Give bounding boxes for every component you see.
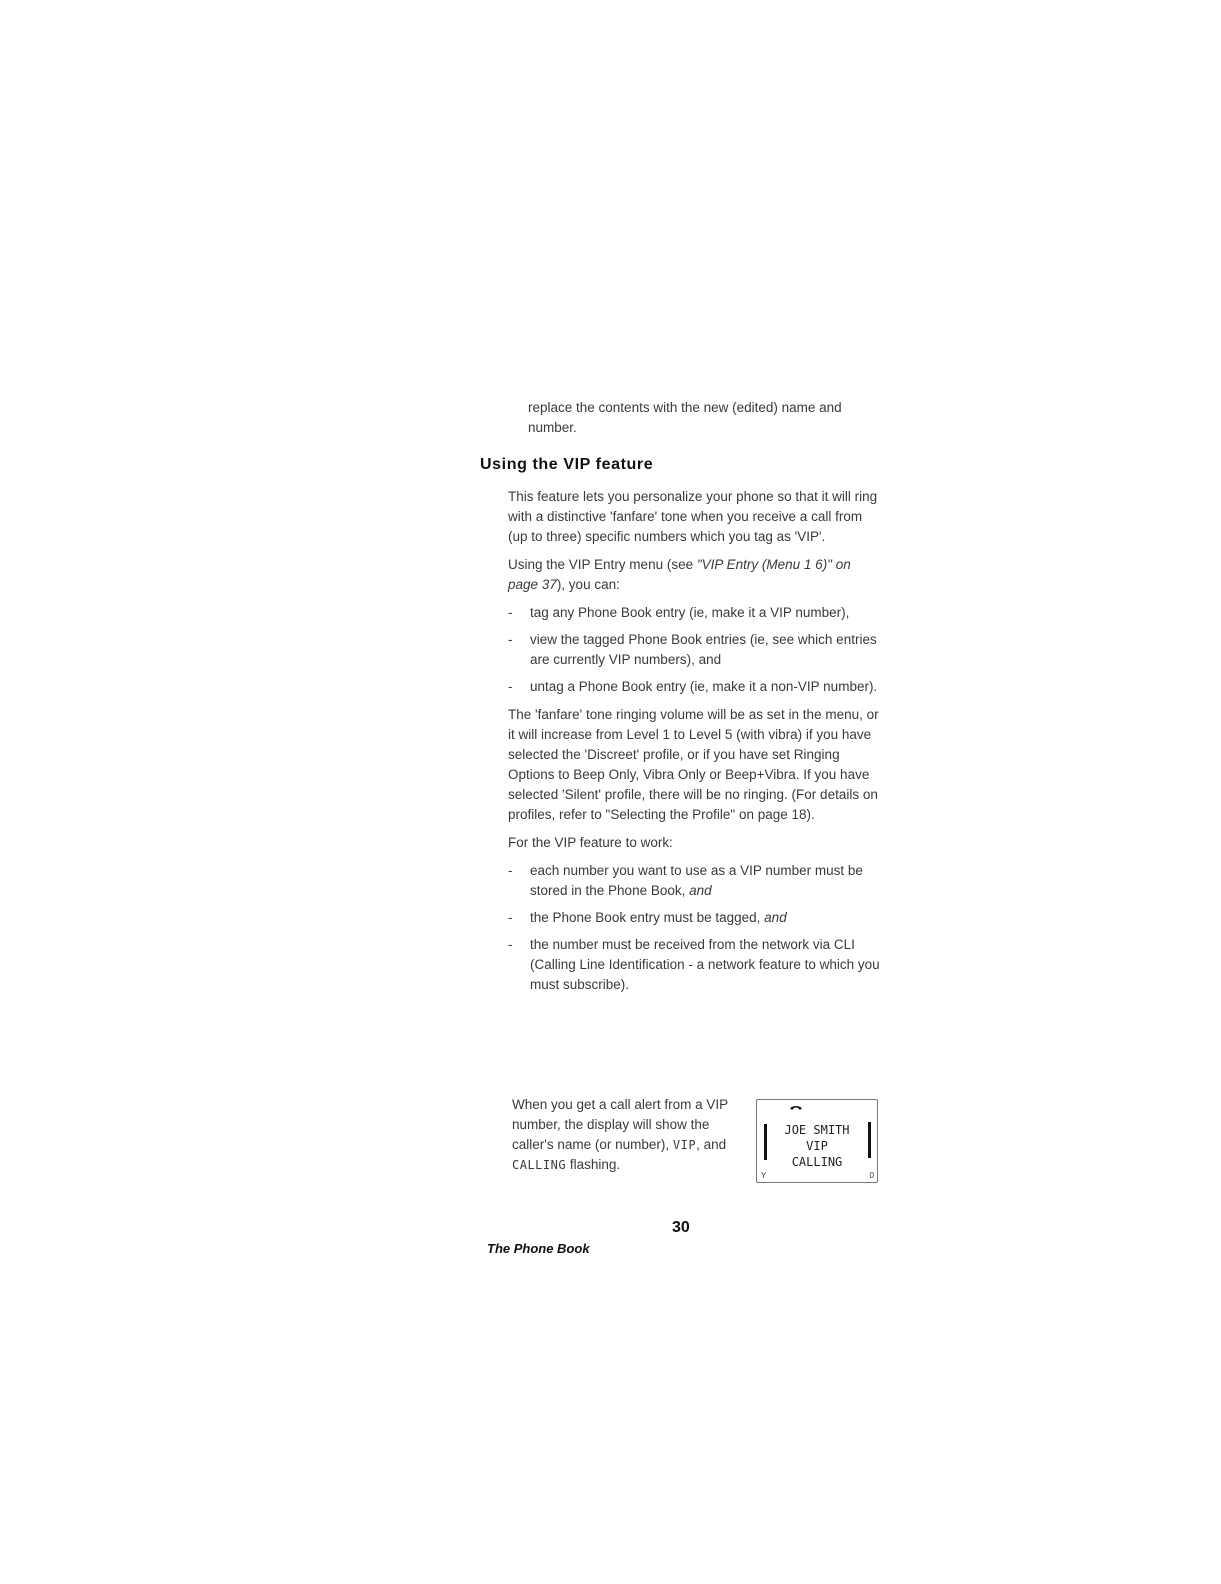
lcd-screen xyxy=(771,1122,863,1170)
intro-paragraph: This feature lets you personalize your phone so that it will ring with a distinctive 'fanfare' tone when you receive a call from (up to three) specific numbers which you tag as 'VIP'. xyxy=(508,489,878,544)
list-item: - view the tagged Phone Book entries (ie, see which entries are currently VIP numbers), and xyxy=(508,632,877,667)
list-item: - tag any Phone Book entry (ie, make it a VIP number), xyxy=(508,605,850,620)
fanfare-paragraph: The 'fanfare' tone ringing volume will be as set in the menu, or it will increase from Level 1 to Level 5 (with vibra) if you have selected the 'Discreet' profile, or if you have set Ringing Options to Beep Only, Vibra Only or Beep+Vibra. If you have selected 'Silent' profile, there will be no ringing. (For details on profiles, refer to "Selecting the Profile" on page 18). xyxy=(508,707,879,822)
signal-indicator: Y xyxy=(761,1171,767,1180)
list-item: - each number you want to use as a VIP number must be stored in the Phone Book, and xyxy=(508,863,863,898)
display-right-border xyxy=(868,1122,871,1158)
work-intro-paragraph: For the VIP feature to work: xyxy=(508,835,673,850)
list-item: - untag a Phone Book entry (ie, make it a non-VIP number). xyxy=(508,679,878,694)
list-item: - the number must be received from the network via CLI (Calling Line Identification - a network feature to which you must subscribe). xyxy=(508,937,880,992)
cross-reference: "VIP Entry (Menu 1 6)" on page 37 xyxy=(508,557,851,592)
lcd-caller-name: JOE SMITH xyxy=(784,1123,850,1137)
display-left-border xyxy=(764,1124,767,1160)
menu-intro-paragraph: Using the VIP Entry menu (see "VIP Entry (Menu 1 6)" on page 37), you can: xyxy=(508,557,851,592)
can-list xyxy=(508,603,880,697)
lcd-calling-label: CALLING xyxy=(791,1155,843,1169)
section-body xyxy=(508,487,880,1003)
alert-paragraph: When you get a call alert from a VIP number, the display will show the caller's name (or number), VIP, and CALLING flashing. xyxy=(512,1097,728,1172)
lcd-vip-label: VIP xyxy=(806,1139,828,1153)
continuation-text: replace the contents with the new (edited) name and number. xyxy=(528,400,842,435)
work-list xyxy=(508,861,880,995)
battery-indicator: 0 xyxy=(869,1171,874,1180)
phone-display-illustration xyxy=(756,1099,878,1183)
chapter-footer: The Phone Book xyxy=(487,1241,590,1256)
section-heading: Using the VIP feature xyxy=(480,456,654,473)
list-item: - the Phone Book entry must be tagged, and xyxy=(508,910,787,925)
page-number: 30 xyxy=(672,1219,690,1236)
handset-icon xyxy=(789,1104,803,1119)
